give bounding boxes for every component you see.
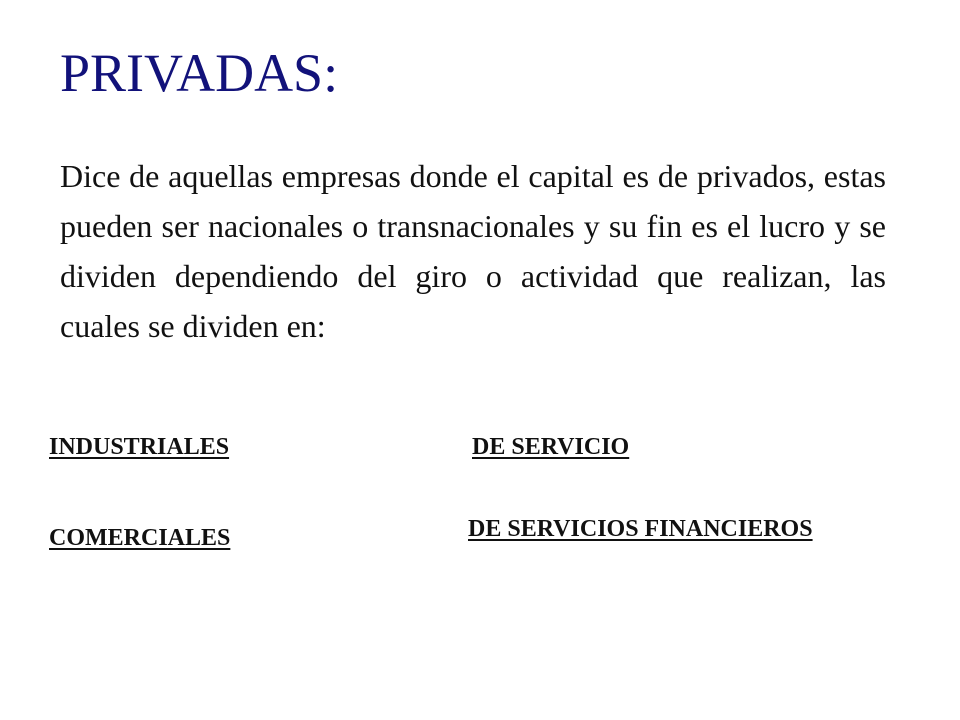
slide-title: PRIVADAS: xyxy=(60,43,339,103)
category-link-de-servicios-financieros[interactable]: DE SERVICIOS FINANCIEROS xyxy=(468,516,813,542)
category-link-comerciales[interactable]: COMERCIALES xyxy=(49,525,231,551)
slide-body-text: Dice de aquellas empresas donde el capital es de privados, estas pueden ser nacionales o transnacionales y su fin es el lucro y se dividen dependiendo del giro o actividad que realizan, las cuales se dividen en: xyxy=(60,158,886,344)
category-link-industriales[interactable]: INDUSTRIALES xyxy=(49,434,230,460)
category-link-de-servicio[interactable]: DE SERVICIO xyxy=(472,434,630,460)
